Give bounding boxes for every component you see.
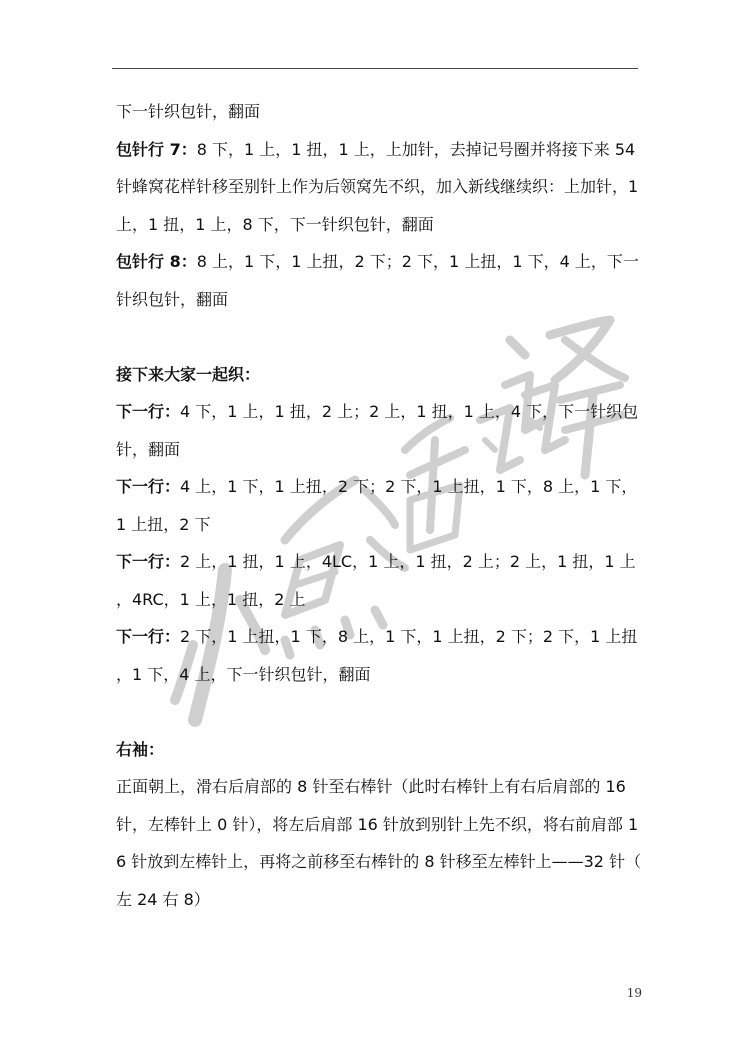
paragraph-next-row-2 [116, 468, 646, 543]
next-row-3-label: 下一行： [116, 552, 181, 571]
wrap-row-7-label: 包针行 7： [116, 139, 197, 159]
page-number: 19 [626, 986, 642, 1000]
next-row-2-text: 4 上，1 下，1 上扭，2 下；2 下，1 上扭，1 下，8 上，1 下，1 上扭，2 下 [116, 477, 638, 534]
paragraph-right-sleeve-instructions: 正面朝上，滑右后肩部的 8 针至右棒针（此时右棒针上有右后肩部的 16 针，左棒针上 0 针），将左后肩部 16 针放到别针上先不织，将右前肩部 16 针放到左棒针上，再将之前移至右棒针的 8 针移至左棒针上——32 针（左 24 右 8） [116, 777, 642, 909]
wrap-row-8-label: 包针行 8： [116, 252, 197, 271]
next-row-2-label: 下一行： [116, 477, 181, 496]
next-row-4-text: 2 下，1 上扭，1 下，8 上，1 下，1 上扭，2 下；2 下，1 上扭，1 下，4 上，下一针织包针，翻面 [116, 627, 638, 684]
paragraph-wrap-row-7 [116, 131, 646, 244]
header-rule [112, 68, 638, 69]
section-heading-together: 接下来大家一起织： [116, 364, 261, 384]
next-row-4-label: 下一行： [116, 627, 181, 646]
next-row-1-label: 下一行： [116, 402, 181, 421]
spacer [116, 693, 646, 731]
next-row-3-text: 2 上，1 扭，1 上，4LC，1 上，1 扭，2 上；2 上，1 扭，1 上，4RC，1 上，1 扭，2 上 [116, 552, 636, 609]
paragraph-wrap-stitch-turn: 下一针织包针，翻面 [116, 102, 261, 121]
section-heading-right-sleeve: 右袖： [116, 739, 165, 759]
wrap-row-8-text: 8 上，1 下，1 上扭，2 下；2 下，1 上扭，1 下，4 上，下一针织包针，翻面 [116, 252, 639, 309]
next-row-1-text: 4 下，1 上，1 扭，2 上；2 上，1 扭，1 上，4 下，下一针织包针，翻面 [116, 402, 639, 459]
wrap-row-7-text: 8 下，1 上，1 扭，1 上，上加针，去掉记号圈并将接下来 54 针蜂窝花样针移至别针上作为后领窝先不织，加入新线继续织：上加针，1 上，1 扭，1 上，8 下，下一针织包针，翻面 [116, 139, 639, 234]
paragraph-next-row-3 [116, 543, 646, 618]
spacer [116, 318, 646, 356]
paragraph-wrap-row-8 [116, 243, 646, 318]
paragraph-next-row-4 [116, 618, 646, 693]
document-body [116, 93, 646, 918]
paragraph-next-row-1 [116, 393, 646, 468]
